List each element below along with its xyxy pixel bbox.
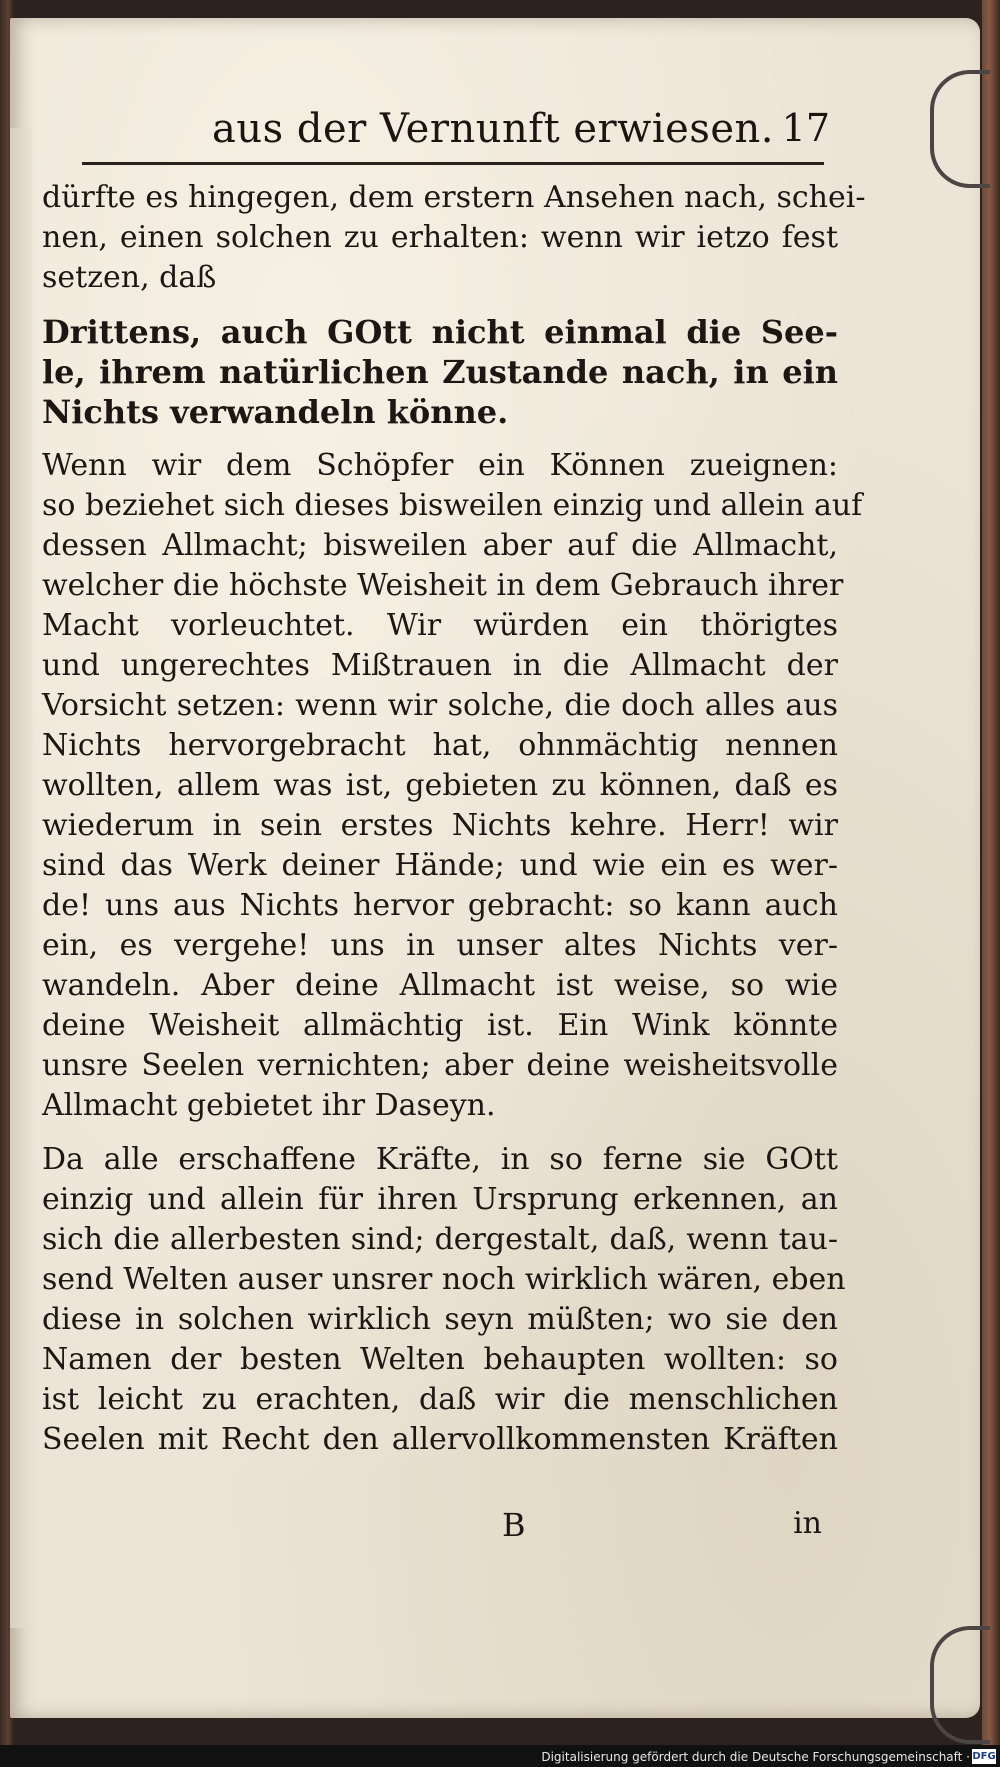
text-line: Nichts hervorgebracht hat, ohnmächtig nennen <box>42 728 838 763</box>
text-line: einzig und allein für ihren Ursprung erkennen, an <box>42 1182 838 1217</box>
text-line: und ungerechtes Mißtrauen in die Allmacht der <box>42 648 838 683</box>
dfg-logo: DFG <box>972 1751 996 1762</box>
text-line: ist leicht zu erachten, daß wir die menschlichen <box>42 1382 838 1417</box>
page-footer <box>42 1506 838 1550</box>
text-line: deine Weisheit allmächtig ist. Ein Wink könnte <box>42 1008 838 1043</box>
text-line: wiederum in sein erstes Nichts kehre. Herr! wir <box>42 808 838 843</box>
text-line: setzen, daß <box>42 260 217 295</box>
page-number: 17 <box>781 106 830 150</box>
text-line: sind das Werk deiner Hände; und wie ein es wer- <box>42 848 838 883</box>
text-line: Namen der besten Welten behaupten wollten: so <box>42 1342 838 1377</box>
text-line: dürfte es hingegen, dem erstern Ansehen nach, schei- <box>42 180 866 215</box>
page-clip-top <box>930 70 990 188</box>
text-line: so beziehet sich dieses bisweilen einzig und allein auf <box>42 488 863 523</box>
text-line: Seelen mit Recht den allervollkommensten Kräften <box>42 1422 838 1457</box>
text-line-emphasis: Nichts verwandeln könne. <box>42 393 509 431</box>
text-line: dessen Allmacht; bisweilen aber auf die Allmacht, <box>42 528 838 563</box>
text-line: unsre Seelen vernichten; aber deine weisheitsvolle <box>42 1048 838 1083</box>
credit-bar <box>0 1745 1000 1767</box>
book-cover-edge <box>982 0 1000 1767</box>
text-line: sich die allerbesten sind; dergestalt, daß, wenn tau- <box>42 1222 838 1257</box>
book-page <box>10 18 980 1718</box>
running-header <box>82 106 830 166</box>
catchword: in <box>793 1506 822 1541</box>
text-line: Wenn wir dem Schöpfer ein Können zueignen: <box>42 448 838 483</box>
text-line: diese in solchen wirklich seyn müßten; wo sie den <box>42 1302 838 1337</box>
text-line: Vorsicht setzen: wenn wir solche, die doch alles aus <box>42 688 838 723</box>
text-line-emphasis: le, ihrem natürlichen Zustande nach, in ein <box>42 353 838 391</box>
signature-mark: B <box>502 1506 526 1544</box>
text-line: Macht vorleuchtet. Wir würden ein thörigtes <box>42 608 838 643</box>
page-clip-bottom <box>930 1626 990 1744</box>
text-line: nen, einen solchen zu erhalten: wenn wir ietzo fest <box>42 220 838 255</box>
header-rule <box>82 162 824 165</box>
text-line: wollten, allem was ist, gebieten zu können, daß es <box>42 768 838 803</box>
text-line: Allmacht gebietet ihr Daseyn. <box>42 1088 496 1123</box>
page-gutter <box>10 128 32 1628</box>
text-line: ein, es vergehe! uns in unser altes Nichts ver- <box>42 928 838 963</box>
text-line: Da alle erschaffene Kräfte, in so ferne sie GOtt <box>42 1142 838 1177</box>
text-line: wandeln. Aber deine Allmacht ist weise, so wie <box>42 968 838 1003</box>
digitization-credit: Digitalisierung gefördert durch die Deutsche Forschungsgemeinschaft · <box>541 1750 970 1764</box>
body-text <box>42 178 866 1460</box>
text-line: de! uns aus Nichts hervor gebracht: so kann auch <box>42 888 838 923</box>
text-line: send Welten auser unsrer noch wirklich wären, eben <box>42 1262 846 1297</box>
text-line: welcher die höchste Weisheit in dem Gebrauch ihrer <box>42 568 844 603</box>
text-line-emphasis: Drittens, auch GOtt nicht einmal die See- <box>42 313 838 351</box>
running-title: aus der Vernunft erwiesen. <box>212 106 775 152</box>
